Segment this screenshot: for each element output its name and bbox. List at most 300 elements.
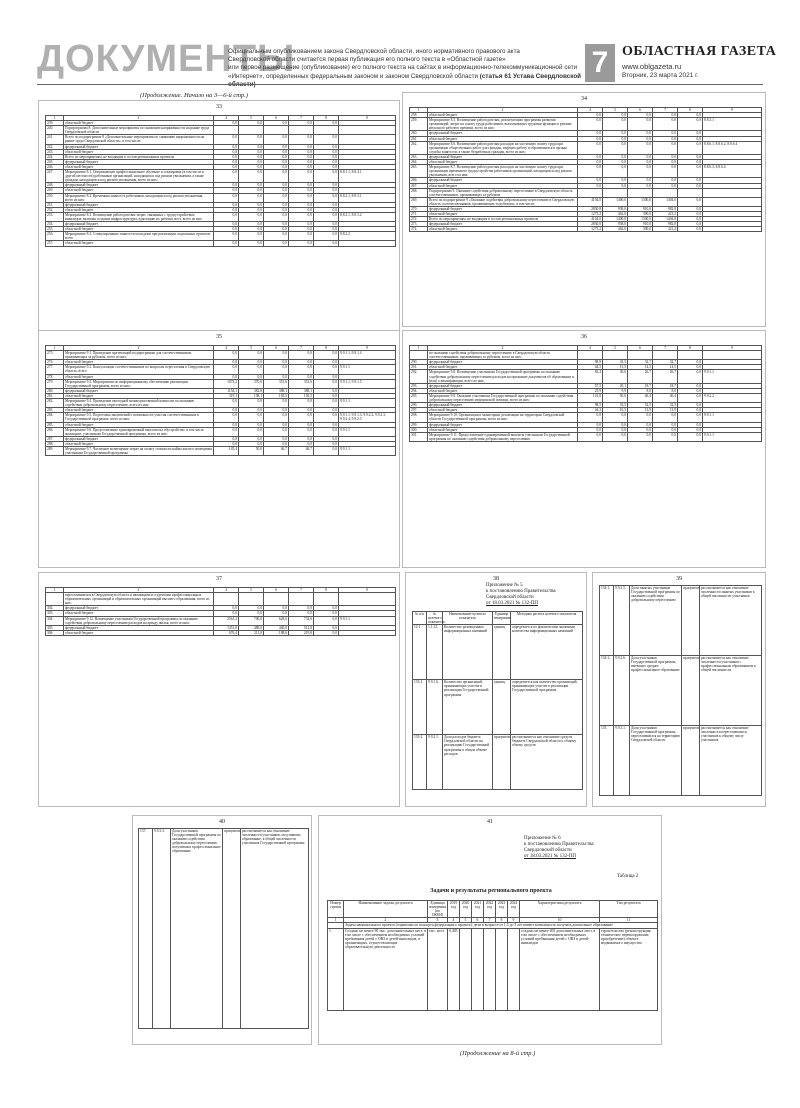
row-number: 297. — [410, 408, 428, 413]
column-header: 4 — [214, 588, 239, 593]
amount-cell: 0,0 — [214, 241, 239, 246]
row-number: 239. — [46, 121, 64, 126]
row-number: 133-2. — [413, 735, 427, 790]
amount-cell: 0,0 — [603, 131, 628, 136]
row-number: 284. — [46, 413, 64, 422]
column-header: 3 — [428, 918, 448, 923]
column-header: 5 — [603, 346, 628, 351]
row-label: федеральный бюджет — [64, 183, 214, 188]
row-number: 285. — [46, 422, 64, 427]
column-header: 4 — [214, 116, 239, 121]
row-number: 298. — [410, 413, 428, 422]
indicator-ref: 9.9.1.1, 9.9.1.4 — [339, 351, 396, 360]
row-label: Мероприятие 8.3. Возмещение работодателям затрат, связанных с трудоустройством инвалидов, включая создание инфраструктуры, адаптацию их рабочих мест, всего из них: — [64, 212, 214, 221]
appendix-line: к постановлению Правительства — [524, 842, 594, 847]
amount-cell: 0,0 — [239, 413, 264, 422]
row-label: Подпрограмма 8. Дополнительные мероприятия по снижению напряженности на рынке труда Свердловской области — [64, 126, 214, 135]
amount-cell — [578, 351, 603, 360]
amount-cell: 0,0 — [239, 436, 264, 441]
amount-cell: 32,7 — [628, 360, 653, 365]
amount-cell: 0,0 — [314, 436, 339, 441]
column-header: 10 — [520, 918, 600, 923]
column-header: Единица измерения (по ОКЕИ) — [429, 901, 446, 918]
amount-cell: 0,0 — [678, 131, 703, 136]
amount-cell: 0,0 — [264, 183, 289, 188]
indicator-ref: 9.9.1.1, 9.9.1.5 — [339, 379, 396, 388]
amount-cell: 0,0 — [264, 159, 289, 164]
row-label: областной бюджет — [64, 374, 214, 379]
amount-cell: 0,0 — [239, 121, 264, 126]
row-label: областной бюджет — [64, 188, 214, 193]
row-label: областной бюджет — [428, 227, 578, 232]
row-number: 137. — [139, 829, 153, 1029]
row-label: областной бюджет — [64, 441, 214, 446]
amount-cell: 0,0 — [628, 178, 653, 183]
amount-cell: 0,0 — [653, 183, 678, 188]
table-body — [46, 351, 396, 456]
result-characteristic: создано не менее 405 дополнительных мест, в том числе с обеспечением необходимых условий пребывания детей с ОВЗ и детей-инвалидов — [520, 928, 600, 1010]
amount-cell: 0,0 — [678, 383, 703, 388]
row-number: 266. — [410, 178, 428, 183]
amount-cell: 8,0 — [653, 388, 678, 393]
row-label: областной бюджет — [428, 113, 578, 118]
doc-page-number: 41 — [487, 819, 493, 825]
row-label: федеральный бюджет — [428, 206, 578, 211]
amount-cell: 0,0 — [289, 427, 314, 436]
amount-cell: 0,0 — [314, 399, 339, 408]
amount-cell: 0,0 — [214, 374, 239, 379]
amount-cell: 0,0 — [239, 170, 264, 183]
table-row — [46, 135, 396, 144]
indicator-ref: 9.9.1.1 — [703, 432, 762, 441]
amount-cell: 0,0 — [314, 135, 339, 144]
amount-cell: 0,0 — [239, 188, 264, 193]
amount-cell: 0,0 — [264, 222, 289, 227]
table-row — [46, 351, 396, 360]
amount-cell: 0,0 — [678, 360, 703, 365]
amount-cell: 0,0 — [264, 207, 289, 212]
row-number: 244. — [46, 154, 64, 159]
row-number: 262. — [410, 141, 428, 154]
row-number: 134-1. — [600, 586, 614, 656]
amount-cell: 0,0 — [314, 154, 339, 159]
amount-cell: 0,0 — [214, 408, 239, 413]
row-label: Мероприятие 9.9. Оказание участникам Государственной программы по оказанию содействия добровольному переселению медицинской помощи, всего из них: — [428, 393, 578, 402]
amount-cell: 0,0 — [314, 388, 339, 393]
amount-cell: 0,0 — [314, 611, 339, 616]
value-2022 — [484, 928, 496, 1010]
amount-cell: 0,0 — [678, 136, 703, 141]
amount-cell: 0,0 — [314, 422, 339, 427]
row-label: Мероприятие 9.3. Мероприятия по информационному обеспечению реализации Государственной программы, всего из них: — [64, 379, 214, 388]
amount-cell: 0,0 — [314, 193, 339, 202]
amount-cell: 0,0 — [239, 408, 264, 413]
table-body — [600, 586, 762, 796]
amount-cell: 0,0 — [678, 422, 703, 427]
table-row — [46, 413, 396, 422]
row-label: областной бюджет — [64, 611, 214, 616]
column-header: 5 — [460, 918, 472, 923]
amount-cell — [214, 593, 239, 606]
amount-cell: 0,0 — [314, 170, 339, 183]
amount-cell: 0,0 — [214, 606, 239, 611]
column-header: 2 — [428, 346, 578, 351]
amount-cell: 0,0 — [603, 413, 628, 422]
amount-cell: 390,0 — [628, 227, 653, 232]
row-number: 303. — [46, 611, 64, 616]
indicator-ref: 9.9.2.2 — [703, 393, 762, 402]
amount-cell: 0,0 — [289, 222, 314, 227]
row-label: Мероприятие 8.7. Возмещение работодателям расходов на частичную оплату труда при организации временного трудоустройства работников организаций, находящихся под риском увольнения, всего из них: — [428, 165, 578, 178]
row-label: федеральный бюджет — [64, 436, 214, 441]
unit: процентов — [493, 735, 511, 790]
amount-cell: 0,0 — [289, 241, 314, 246]
amount-cell: 0,0 — [214, 422, 239, 427]
row-number: 258. — [410, 113, 428, 118]
amount-cell: 14,5 — [628, 365, 653, 370]
amount-cell: 0,0 — [314, 149, 339, 154]
column-header: 9 — [339, 588, 396, 593]
continuation-note-top: (Продолжение. Начало на 3—6-й стр.) — [140, 92, 248, 99]
row-label: Мероприятие 9.10. Организация и мониторинг реализации на территории Свердловской области Государственной программы, всего из них: — [428, 413, 578, 422]
amount-cell: 0,0 — [578, 422, 603, 427]
row-number: 269. — [410, 197, 428, 206]
amount-cell: 145,4 — [214, 446, 239, 455]
column-header: 7 — [289, 346, 314, 351]
amount-cell: 0,0 — [239, 222, 264, 227]
continuation-note-bottom: (Продолжение на 8-й стр.) — [460, 1050, 536, 1057]
amount-cell: 0,0 — [264, 135, 289, 144]
method: определяется по фактическим значениям количества информационных кампаний — [511, 625, 583, 680]
amount-cell: 0,0 — [678, 160, 703, 165]
amount-cell: 0,0 — [239, 164, 264, 169]
column-header: № п/п — [413, 612, 427, 625]
method: рассчитывается как отношение средств бюджета Свердловской области к общему объему средств — [511, 735, 583, 790]
amount-cell: 0,0 — [628, 165, 653, 178]
amount-cell: 0,0 — [239, 351, 264, 360]
table-row — [410, 165, 762, 178]
column-header: 6 — [264, 116, 289, 121]
amount-cell: 0,0 — [239, 207, 264, 212]
row-number: 286. — [46, 427, 64, 436]
column-header: 1 — [410, 346, 428, 351]
row-number: 257. — [46, 241, 64, 246]
amount-cell: 0,0 — [603, 422, 628, 427]
amount-cell: 0,0 — [678, 413, 703, 422]
doc-page-number: 36 — [581, 334, 587, 340]
amount-cell: 0,0 — [603, 427, 628, 432]
row-label: Всего по подпрограмме 9 «Оказание содействия добровольному переселению в Свердловскую область соотечественников, проживающих за рубежом», в том числе: — [428, 197, 578, 206]
row-label: областной бюджет — [428, 183, 578, 188]
amount-cell: 0,0 — [214, 188, 239, 193]
amount-cell — [628, 188, 653, 197]
amount-cell: 0,0 — [289, 144, 314, 149]
table-header-row — [413, 612, 583, 625]
column-header: 7 — [484, 918, 496, 923]
amount-cell: 0,0 — [289, 351, 314, 360]
column-header: 5 — [239, 588, 264, 593]
amount-cell: 1154,1 — [214, 388, 239, 393]
column-header: 8 — [314, 588, 339, 593]
amount-cell: 18,7 — [653, 383, 678, 388]
amount-cell: 0,0 — [653, 118, 678, 131]
table-row — [410, 227, 762, 232]
amount-cell — [239, 593, 264, 606]
row-number: 281. — [46, 393, 64, 398]
amount-cell: 0,0 — [214, 351, 239, 360]
amount-cell: 982,8 — [653, 206, 678, 211]
table-body — [46, 121, 396, 246]
amount-cell: 0,0 — [289, 193, 314, 202]
column-header: 4 — [448, 918, 460, 923]
amount-cell: 0,0 — [603, 432, 628, 441]
amount-cell: 0,0 — [289, 202, 314, 207]
masthead — [0, 0, 800, 90]
indicator-ref: 9.9.1.1 — [339, 365, 396, 374]
amount-cell: 46,7 — [289, 446, 314, 455]
amount-cell: 2561,2 — [214, 616, 239, 625]
row-label: федеральный бюджет — [64, 388, 214, 393]
table-row — [600, 726, 762, 796]
method: рассчитывается как отношение численности занятых участников к общей численности участников — [700, 586, 762, 656]
amount-cell: 0,0 — [603, 160, 628, 165]
row-number: 250. — [46, 193, 64, 202]
amount-cell: 0,0 — [314, 446, 339, 455]
amount-cell: 0,0 — [214, 207, 239, 212]
column-header: 7 — [289, 116, 314, 121]
amount-cell: 0,0 — [314, 183, 339, 188]
table-row — [46, 399, 396, 408]
amount-cell: 0,0 — [678, 212, 703, 217]
row-label: областной бюджет — [428, 136, 578, 141]
row-label: федеральный бюджет — [64, 144, 214, 149]
table-row — [600, 586, 762, 656]
amount-cell: 0,0 — [264, 360, 289, 365]
indicator-name: Доля участников Государственной программы по оказанию содействия добровольному переселению, получивших профессиональное образование — [171, 829, 223, 1029]
notice-line: или первое размещение (опубликование) его полного текста на сайтах в информационно-телекоммуникационной сети — [228, 64, 578, 72]
amount-cell: 0,0 — [214, 227, 239, 232]
row-number: 273. — [410, 222, 428, 227]
row-number: 306. — [46, 630, 64, 635]
amount-cell: 108,1 — [239, 393, 264, 398]
amount-cell: 0,0 — [653, 160, 678, 165]
row-number: 290. — [410, 360, 428, 365]
amount-cell: 0,0 — [678, 113, 703, 118]
column-header: 9 — [703, 108, 762, 113]
indicator-ref: 9.9.1.1 — [339, 399, 396, 408]
column-header: 5 — [603, 108, 628, 113]
amount-cell: 33,5 — [603, 360, 628, 365]
doc-page-number: 39 — [676, 576, 682, 582]
task-description: Задача национального проекта (справочно из паспорта федерального проекта): дети в возрасте от 1,5 до 3 лет имеют возможность получать дошкольное образование — [344, 923, 658, 928]
appendix-header — [486, 583, 556, 607]
newspaper-url[interactable]: www.oblgazeta.ru — [622, 62, 682, 71]
amount-cell: 0,0 — [678, 427, 703, 432]
indicator-number: 9.9.2.1. — [427, 735, 443, 790]
row-label: областной бюджет — [64, 207, 214, 212]
amount-cell: 0,0 — [239, 154, 264, 159]
row-number: 256. — [46, 232, 64, 241]
amount-cell: 0,0 — [314, 393, 339, 398]
amount-cell: 44,5 — [578, 365, 603, 370]
doc-page-34 — [402, 92, 766, 327]
amount-cell — [628, 351, 653, 360]
row-label: областной бюджет — [64, 422, 214, 427]
amount-cell: 0,0 — [289, 227, 314, 232]
amount-cell: 0,0 — [603, 183, 628, 188]
amount-cell: 0,0 — [239, 365, 264, 374]
table-row — [410, 197, 762, 206]
row-number: 288. — [46, 441, 64, 446]
row-number: 276. — [46, 360, 64, 365]
row-label: Мероприятие 9.5. Подготовка заключений о возможности участия соотечественников в Государственной программе, всего из них: — [64, 413, 214, 422]
indicator-ref — [339, 135, 396, 144]
row-number: 261. — [410, 136, 428, 141]
column-header: 1 — [328, 918, 344, 923]
amount-cell: 16,5 — [603, 408, 628, 413]
amount-cell: 0,0 — [214, 183, 239, 188]
row-label: областной бюджет — [64, 121, 214, 126]
amount-cell: 0,0 — [653, 136, 678, 141]
amount-cell: 0,0 — [214, 222, 239, 227]
amount-cell: 0,0 — [289, 611, 314, 616]
amount-cell: 0,0 — [289, 374, 314, 379]
amount-cell: 0,0 — [289, 149, 314, 154]
row-number: 301. — [410, 432, 428, 441]
appendix-line: к постановлению Правительства — [486, 589, 556, 594]
amount-cell: 0,0 — [289, 606, 314, 611]
column-header: 9 — [339, 116, 396, 121]
amount-cell: 0,0 — [578, 183, 603, 188]
amount-cell: 0,0 — [289, 188, 314, 193]
amount-cell: 0,0 — [653, 131, 678, 136]
amount-cell: 0,0 — [214, 427, 239, 436]
amount-cell — [239, 126, 264, 135]
row-label: федеральный бюджет — [428, 222, 578, 227]
table-row — [46, 365, 396, 374]
indicator-table — [599, 585, 762, 796]
masthead-divider — [37, 84, 763, 85]
amount-cell: 0,0 — [239, 241, 264, 246]
amount-cell: 25,9 — [578, 388, 603, 393]
column-header: 2019 год — [448, 901, 460, 918]
column-header: 2 — [64, 346, 214, 351]
amount-cell: 0,0 — [628, 160, 653, 165]
notice-line: Официальным опубликованием закона Свердловской области, иного нормативного правового акта — [228, 48, 520, 55]
table-row — [410, 432, 762, 441]
amount-cell: 0,0 — [214, 611, 239, 616]
amount-cell: 390,0 — [628, 212, 653, 217]
amount-cell: 0,0 — [214, 121, 239, 126]
indicator-ref: 9.9.1.1 — [339, 446, 396, 455]
table-row — [46, 212, 396, 221]
page-number: 7 — [585, 44, 615, 82]
row-label: федеральный бюджет — [428, 154, 578, 159]
amount-cell: 0,0 — [239, 360, 264, 365]
column-header: 4 — [214, 346, 239, 351]
amount-cell: 0,0 — [289, 365, 314, 374]
indicator-ref: 8.8.6.1, 8.8.6.2, 8.8.6.4 — [703, 141, 762, 154]
amount-cell: 0,0 — [264, 374, 289, 379]
column-header: 2024 год — [508, 901, 520, 918]
unit: тыс. мест — [428, 928, 448, 1010]
amount-cell: 0,0 — [314, 625, 339, 630]
doc-page-37 — [38, 572, 400, 807]
indicator-ref: 9.9.1.1 — [703, 413, 762, 422]
amount-cell: 0,0 — [653, 165, 678, 178]
indicator-ref: 8.8.2.2 — [339, 232, 396, 241]
row-label: Мероприятие 8.4. Стимулирование занятости молодежи при реализации социальных проектов, всего — [64, 232, 214, 241]
row-number: 275. — [46, 351, 64, 360]
task-row — [328, 923, 658, 928]
amount-cell: 0,0 — [264, 351, 289, 360]
amount-cell: 0,0 — [678, 217, 703, 222]
row-number: 242. — [46, 144, 64, 149]
amount-cell: 1400,0 — [603, 197, 628, 206]
amount-cell: 700,0 — [239, 616, 264, 625]
column-header: 7 — [653, 108, 678, 113]
row-number: 292. — [410, 370, 428, 383]
row-number: 134-2. — [600, 656, 614, 726]
table-row — [600, 656, 762, 726]
amount-cell: 0,0 — [628, 131, 653, 136]
amount-cell: 0,0 — [578, 413, 603, 422]
row-label: областной бюджет — [428, 427, 578, 432]
amount-cell: 0,0 — [264, 436, 289, 441]
amount-cell: 0,0 — [239, 422, 264, 427]
table-row — [46, 593, 396, 606]
row-number: 295. — [410, 393, 428, 402]
row-label: Мероприятие 9.6. Предоставление единовременной выплаты на обустройство, в том числе жилищное, участникам Государственной программы, всего из них: — [64, 427, 214, 436]
amount-cell: 141,8 — [578, 393, 603, 402]
row-number: 264. — [410, 160, 428, 165]
amount-cell: 0,0 — [678, 178, 703, 183]
amount-cell: 0,0 — [628, 422, 653, 427]
amount-cell: 0,0 — [578, 165, 603, 178]
amount-cell: 0,0 — [314, 630, 339, 635]
column-header: 2 — [344, 918, 428, 923]
appendix-line: Свердловской области — [486, 595, 534, 600]
amount-cell: 421,2 — [653, 212, 678, 217]
amount-cell: 32,7 — [653, 360, 678, 365]
amount-cell: 938,0 — [603, 222, 628, 227]
row-number: 304. — [46, 616, 64, 625]
row-number: 254. — [46, 222, 64, 227]
amount-cell: 0,0 — [314, 227, 339, 232]
value-2024 — [508, 928, 520, 1010]
amount-cell: 0,0 — [678, 227, 703, 232]
amount-cell: 0,0 — [314, 188, 339, 193]
amount-cell: 0,0 — [653, 413, 678, 422]
amount-cell: 319,1 — [214, 393, 239, 398]
row-number: 245. — [46, 159, 64, 164]
amount-cell: 0,0 — [214, 212, 239, 221]
amount-cell: 0,0 — [264, 188, 289, 193]
column-header: Наименование задачи, результата — [344, 901, 428, 918]
amount-cell — [653, 188, 678, 197]
column-header: Наименование целевого показателя — [443, 612, 493, 625]
table-body — [410, 113, 762, 232]
doc-page-36 — [402, 330, 766, 568]
row-label: Всего по подпрограмме 8 «Дополнительные мероприятия по снижению напряженности на рынке труда Свердловской области», в том числе: — [64, 135, 214, 144]
row-label: федеральный бюджет — [64, 202, 214, 207]
budget-table — [45, 345, 396, 456]
column-header: Методика расчета целевого показателя — [511, 612, 583, 625]
column-header: 8 — [678, 346, 703, 351]
doc-page-33 — [38, 100, 400, 355]
amount-cell: 0,0 — [314, 232, 339, 241]
indicator-name: Доля расходов бюджета Свердловской области на реализацию Государственной программы в общем объеме расходов — [443, 735, 493, 790]
